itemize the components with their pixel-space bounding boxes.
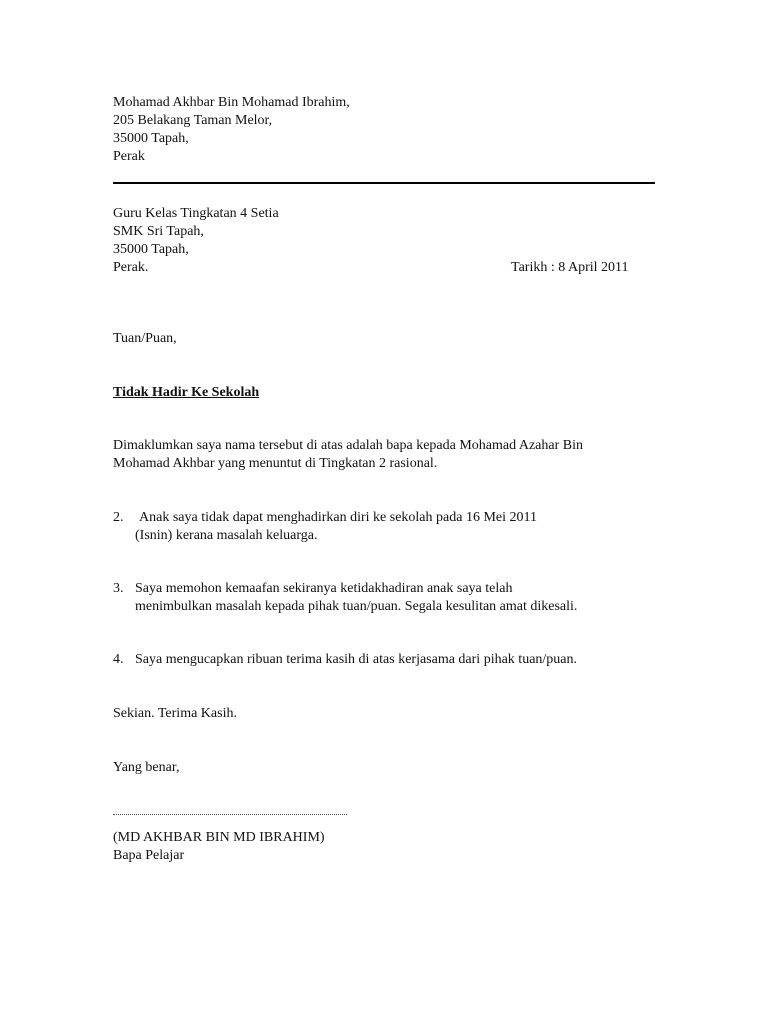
point-3-line-1: Saya memohon kemaafan sekiranya ketidakhadiran anak saya telah	[135, 581, 513, 596]
signoff: Yang benar,	[113, 760, 180, 775]
recipient-line-city: 35000 Tapah,	[113, 242, 189, 257]
point-number: 2.	[113, 510, 124, 525]
sender-line-state: Perak	[113, 149, 145, 164]
intro-line-1: Dimaklumkan saya nama tersebut di atas adalah bapa kepada Mohamad Azahar Bin	[113, 438, 583, 453]
signature-title: Bapa Pelajar	[113, 848, 185, 863]
intro-line-2: Mohamad Akhbar yang menuntut di Tingkatan 2 rasional.	[113, 456, 438, 471]
letter-date: Tarikh : 8 April 2011	[511, 260, 629, 275]
sender-line-street: 205 Belakang Taman Melor,	[113, 113, 273, 128]
letter-subject: Tidak Hadir Ke Sekolah	[113, 385, 260, 400]
recipient-line-state: Perak.	[113, 260, 149, 275]
signature-line	[113, 814, 347, 815]
point-3-line-2: menimbulkan masalah kepada pihak tuan/puan. Segala kesulitan amat dikesali.	[135, 599, 578, 614]
closing-remark: Sekian. Terima Kasih.	[113, 706, 237, 721]
point-2-line-1: Anak saya tidak dapat menghadirkan diri ke sekolah pada 16 Mei 2011	[139, 510, 537, 525]
point-2-line-2: (Isnin) kerana masalah keluarga.	[135, 528, 318, 543]
recipient-line-school: SMK Sri Tapah,	[113, 224, 204, 239]
sender-line-city: 35000 Tapah,	[113, 131, 189, 146]
salutation: Tuan/Puan,	[113, 331, 177, 346]
point-number: 4.	[113, 652, 124, 667]
point-4-line-1: Saya mengucapkan ribuan terima kasih di atas kerjasama dari pihak tuan/puan.	[135, 652, 578, 667]
sender-line-name: Mohamad Akhbar Bin Mohamad Ibrahim,	[113, 95, 350, 110]
signature-name: (MD AKHBAR BIN MD IBRAHIM)	[113, 830, 325, 845]
recipient-line-title: Guru Kelas Tingkatan 4 Setia	[113, 206, 279, 221]
point-number: 3.	[113, 581, 124, 596]
header-divider	[113, 182, 655, 184]
